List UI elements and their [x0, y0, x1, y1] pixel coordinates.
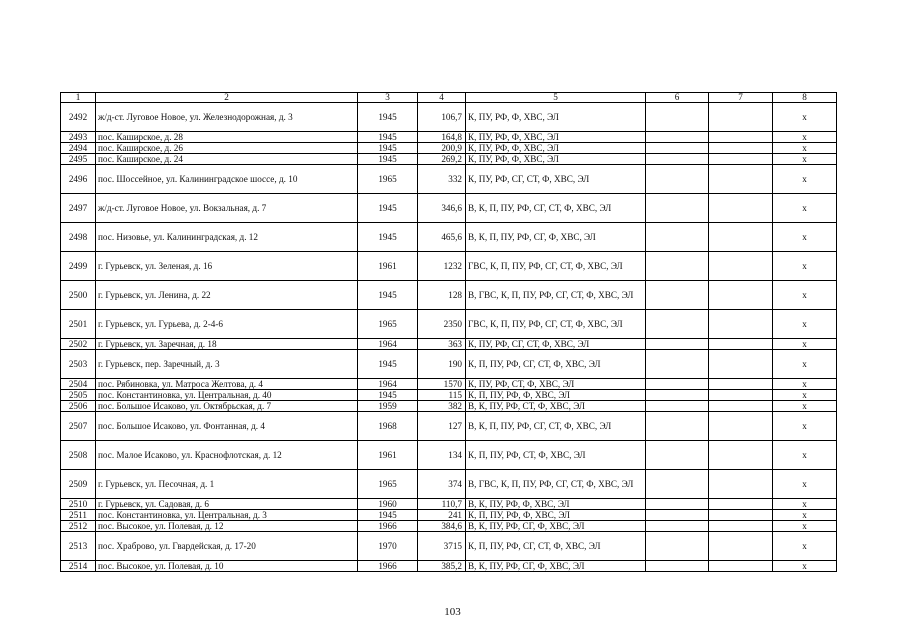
header-cell-4: 4 — [418, 93, 466, 103]
table-row — [61, 252, 837, 281]
area-cell: 2350 — [418, 310, 466, 339]
year-cell: 1945 — [358, 510, 418, 521]
column-7-cell — [709, 281, 773, 310]
year-cell: 1965 — [358, 470, 418, 499]
services-cell: К, П, ПУ, РФ, СТ, Ф, ХВС, ЭЛ — [466, 441, 646, 470]
table-row — [61, 499, 837, 510]
column-7-cell — [709, 350, 773, 379]
column-7-cell — [709, 103, 773, 132]
area-cell: 346,6 — [418, 194, 466, 223]
year-cell: 1945 — [358, 390, 418, 401]
year-cell: 1945 — [358, 194, 418, 223]
mark-cell: х — [773, 390, 837, 401]
column-6-cell — [646, 412, 709, 441]
header-row — [61, 93, 837, 103]
table-row — [61, 390, 837, 401]
address-cell: г. Гурьевск, пер. Заречный, д. 3 — [96, 350, 358, 379]
column-7-cell — [709, 412, 773, 441]
address-cell: пос. Константиновка, ул. Центральная, д. 40 — [96, 390, 358, 401]
address-cell: пос. Высокое, ул. Полевая, д. 10 — [96, 561, 358, 572]
column-7-cell — [709, 143, 773, 154]
column-7-cell — [709, 223, 773, 252]
row-number: 2512 — [61, 521, 96, 532]
row-number: 2498 — [61, 223, 96, 252]
year-cell: 1965 — [358, 310, 418, 339]
area-cell: 200,9 — [418, 143, 466, 154]
column-7-cell — [709, 339, 773, 350]
services-cell: ГВС, К, П, ПУ, РФ, СГ, СТ, Ф, ХВС, ЭЛ — [466, 310, 646, 339]
column-6-cell — [646, 390, 709, 401]
area-cell: 1232 — [418, 252, 466, 281]
services-cell: К, П, ПУ, РФ, Ф, ХВС, ЭЛ — [466, 510, 646, 521]
column-7-cell — [709, 521, 773, 532]
address-cell: г. Гурьевск, ул. Ленина, д. 22 — [96, 281, 358, 310]
year-cell: 1945 — [358, 281, 418, 310]
mark-cell: х — [773, 510, 837, 521]
address-cell: пос. Малое Исаково, ул. Краснофлотская, д. 12 — [96, 441, 358, 470]
table-row — [61, 281, 837, 310]
column-7-cell — [709, 154, 773, 165]
year-cell: 1964 — [358, 379, 418, 390]
address-cell: пос. Большое Исаково, ул. Фонтанная, д. 4 — [96, 412, 358, 441]
year-cell: 1970 — [358, 532, 418, 561]
mark-cell: х — [773, 223, 837, 252]
mark-cell: х — [773, 132, 837, 143]
services-cell: К, ПУ, РФ, Ф, ХВС, ЭЛ — [466, 154, 646, 165]
column-7-cell — [709, 390, 773, 401]
area-cell: 115 — [418, 390, 466, 401]
area-cell: 332 — [418, 165, 466, 194]
address-cell: ж/д-ст. Луговое Новое, ул. Железнодорожная, д. 3 — [96, 103, 358, 132]
column-6-cell — [646, 310, 709, 339]
column-7-cell — [709, 379, 773, 390]
year-cell: 1966 — [358, 561, 418, 572]
table-row — [61, 412, 837, 441]
column-6-cell — [646, 103, 709, 132]
address-cell: пос. Каширское, д. 24 — [96, 154, 358, 165]
year-cell: 1945 — [358, 154, 418, 165]
area-cell: 190 — [418, 350, 466, 379]
column-6-cell — [646, 521, 709, 532]
area-cell: 127 — [418, 412, 466, 441]
services-cell: В, ГВС, К, П, ПУ, РФ, СГ, СТ, Ф, ХВС, ЭЛ — [466, 281, 646, 310]
year-cell: 1945 — [358, 223, 418, 252]
column-7-cell — [709, 194, 773, 223]
services-cell: К, ПУ, РФ, Ф, ХВС, ЭЛ — [466, 143, 646, 154]
column-6-cell — [646, 339, 709, 350]
housing-table — [60, 92, 837, 572]
year-cell: 1968 — [358, 412, 418, 441]
table-row — [61, 532, 837, 561]
year-cell: 1960 — [358, 499, 418, 510]
row-number: 2513 — [61, 532, 96, 561]
address-cell: г. Гурьевск, ул. Гурьева, д. 2-4-6 — [96, 310, 358, 339]
area-cell: 110,7 — [418, 499, 466, 510]
column-7-cell — [709, 252, 773, 281]
area-cell: 241 — [418, 510, 466, 521]
services-cell: К, П, ПУ, РФ, СГ, СТ, Ф, ХВС, ЭЛ — [466, 532, 646, 561]
mark-cell: х — [773, 379, 837, 390]
area-cell: 465,6 — [418, 223, 466, 252]
mark-cell: х — [773, 521, 837, 532]
year-cell: 1965 — [358, 165, 418, 194]
column-7-cell — [709, 532, 773, 561]
table-row — [61, 132, 837, 143]
row-number: 2510 — [61, 499, 96, 510]
year-cell: 1945 — [358, 350, 418, 379]
mark-cell: х — [773, 143, 837, 154]
year-cell: 1945 — [358, 103, 418, 132]
year-cell: 1964 — [358, 339, 418, 350]
table-row — [61, 401, 837, 412]
mark-cell: х — [773, 194, 837, 223]
header-cell-6: 6 — [646, 93, 709, 103]
services-cell: В, К, П, ПУ, РФ, СГ, Ф, ХВС, ЭЛ — [466, 223, 646, 252]
area-cell: 385,2 — [418, 561, 466, 572]
mark-cell: х — [773, 441, 837, 470]
row-number: 2507 — [61, 412, 96, 441]
area-cell: 134 — [418, 441, 466, 470]
table-row — [61, 194, 837, 223]
services-cell: В, К, П, ПУ, РФ, СГ, СТ, Ф, ХВС, ЭЛ — [466, 194, 646, 223]
row-number: 2495 — [61, 154, 96, 165]
address-cell: пос. Большое Исаково, ул. Октябрьская, д. 7 — [96, 401, 358, 412]
area-cell: 384,6 — [418, 521, 466, 532]
mark-cell: х — [773, 532, 837, 561]
table-row — [61, 510, 837, 521]
column-6-cell — [646, 470, 709, 499]
column-7-cell — [709, 132, 773, 143]
column-6-cell — [646, 281, 709, 310]
table-row — [61, 223, 837, 252]
column-7-cell — [709, 165, 773, 194]
header-cell-5: 5 — [466, 93, 646, 103]
column-7-cell — [709, 401, 773, 412]
mark-cell: х — [773, 310, 837, 339]
services-cell: К, ПУ, РФ, Ф, ХВС, ЭЛ — [466, 103, 646, 132]
table-row — [61, 339, 837, 350]
header-cell-3: 3 — [358, 93, 418, 103]
year-cell: 1961 — [358, 252, 418, 281]
table-row — [61, 310, 837, 339]
mark-cell: х — [773, 165, 837, 194]
row-number: 2505 — [61, 390, 96, 401]
address-cell: г. Гурьевск, ул. Песочная, д. 1 — [96, 470, 358, 499]
mark-cell: х — [773, 339, 837, 350]
area-cell: 128 — [418, 281, 466, 310]
column-6-cell — [646, 350, 709, 379]
row-number: 2497 — [61, 194, 96, 223]
area-cell: 269,2 — [418, 154, 466, 165]
area-cell: 374 — [418, 470, 466, 499]
page-number: 103 — [444, 606, 461, 618]
year-cell: 1945 — [358, 132, 418, 143]
area-cell: 382 — [418, 401, 466, 412]
row-number: 2503 — [61, 350, 96, 379]
row-number: 2501 — [61, 310, 96, 339]
column-6-cell — [646, 165, 709, 194]
address-cell: пос. Каширское, д. 28 — [96, 132, 358, 143]
column-7-cell — [709, 561, 773, 572]
mark-cell: х — [773, 401, 837, 412]
table-row — [61, 154, 837, 165]
year-cell: 1961 — [358, 441, 418, 470]
address-cell: пос. Низовье, ул. Калининградская, д. 12 — [96, 223, 358, 252]
services-cell: В, К, ПУ, РФ, СГ, Ф, ХВС, ЭЛ — [466, 521, 646, 532]
services-cell: К, ПУ, РФ, СТ, Ф, ХВС, ЭЛ — [466, 379, 646, 390]
services-cell: К, П, ПУ, РФ, СГ, СТ, Ф, ХВС, ЭЛ — [466, 350, 646, 379]
services-cell: ГВС, К, П, ПУ, РФ, СГ, СТ, Ф, ХВС, ЭЛ — [466, 252, 646, 281]
row-number: 2500 — [61, 281, 96, 310]
header-cell-7: 7 — [709, 93, 773, 103]
year-cell: 1959 — [358, 401, 418, 412]
address-cell: г. Гурьевск, ул. Садовая, д. 6 — [96, 499, 358, 510]
column-7-cell — [709, 499, 773, 510]
row-number: 2506 — [61, 401, 96, 412]
column-6-cell — [646, 561, 709, 572]
mark-cell: х — [773, 499, 837, 510]
column-6-cell — [646, 379, 709, 390]
row-number: 2493 — [61, 132, 96, 143]
table-row — [61, 143, 837, 154]
table-row — [61, 441, 837, 470]
mark-cell: х — [773, 350, 837, 379]
year-cell: 1945 — [358, 143, 418, 154]
mark-cell: х — [773, 103, 837, 132]
year-cell: 1966 — [358, 521, 418, 532]
area-cell: 164,8 — [418, 132, 466, 143]
address-cell: пос. Каширское, д. 26 — [96, 143, 358, 154]
services-cell: К, ПУ, РФ, СГ, СТ, Ф, ХВС, ЭЛ — [466, 165, 646, 194]
address-cell: пос. Храброво, ул. Гвардейская, д. 17-20 — [96, 532, 358, 561]
services-cell: К, ПУ, РФ, СГ, СТ, Ф, ХВС, ЭЛ — [466, 339, 646, 350]
row-number: 2511 — [61, 510, 96, 521]
row-number: 2504 — [61, 379, 96, 390]
address-cell: пос. Высокое, ул. Полевая, д. 12 — [96, 521, 358, 532]
services-cell: В, К, П, ПУ, РФ, СГ, СТ, Ф, ХВС, ЭЛ — [466, 412, 646, 441]
column-6-cell — [646, 532, 709, 561]
table-row — [61, 470, 837, 499]
services-cell: В, К, ПУ, РФ, Ф, ХВС, ЭЛ — [466, 499, 646, 510]
header-cell-8: 8 — [773, 93, 837, 103]
table-row — [61, 561, 837, 572]
mark-cell: х — [773, 561, 837, 572]
address-cell: г. Гурьевск, ул. Заречная, д. 18 — [96, 339, 358, 350]
table-row — [61, 103, 837, 132]
row-number: 2502 — [61, 339, 96, 350]
table-row — [61, 379, 837, 390]
column-6-cell — [646, 252, 709, 281]
mark-cell: х — [773, 470, 837, 499]
column-6-cell — [646, 143, 709, 154]
mark-cell: х — [773, 412, 837, 441]
table-row — [61, 350, 837, 379]
address-cell: пос. Константиновка, ул. Центральная, д. 3 — [96, 510, 358, 521]
services-cell: К, П, ПУ, РФ, Ф, ХВС, ЭЛ — [466, 390, 646, 401]
row-number: 2494 — [61, 143, 96, 154]
table-row — [61, 521, 837, 532]
table-row — [61, 165, 837, 194]
row-number: 2509 — [61, 470, 96, 499]
table-body — [61, 93, 837, 572]
column-6-cell — [646, 499, 709, 510]
services-cell: К, ПУ, РФ, Ф, ХВС, ЭЛ — [466, 132, 646, 143]
column-7-cell — [709, 510, 773, 521]
address-cell: пос. Рябиновка, ул. Матроса Желтова, д. 4 — [96, 379, 358, 390]
mark-cell: х — [773, 154, 837, 165]
header-cell-1: 1 — [61, 93, 96, 103]
column-6-cell — [646, 194, 709, 223]
row-number: 2499 — [61, 252, 96, 281]
column-7-cell — [709, 470, 773, 499]
row-number: 2492 — [61, 103, 96, 132]
address-cell: пос. Шоссейное, ул. Калининградское шоссе, д. 10 — [96, 165, 358, 194]
mark-cell: х — [773, 252, 837, 281]
row-number: 2496 — [61, 165, 96, 194]
column-7-cell — [709, 441, 773, 470]
mark-cell: х — [773, 281, 837, 310]
address-cell: ж/д-ст. Луговое Новое, ул. Вокзальная, д. 7 — [96, 194, 358, 223]
column-6-cell — [646, 441, 709, 470]
header-cell-2: 2 — [96, 93, 358, 103]
column-6-cell — [646, 154, 709, 165]
column-6-cell — [646, 132, 709, 143]
column-6-cell — [646, 223, 709, 252]
column-6-cell — [646, 510, 709, 521]
row-number: 2514 — [61, 561, 96, 572]
services-cell: В, К, ПУ, РФ, СГ, Ф, ХВС, ЭЛ — [466, 561, 646, 572]
area-cell: 363 — [418, 339, 466, 350]
area-cell: 106,7 — [418, 103, 466, 132]
services-cell: В, ГВС, К, П, ПУ, РФ, СГ, СТ, Ф, ХВС, ЭЛ — [466, 470, 646, 499]
area-cell: 1570 — [418, 379, 466, 390]
column-6-cell — [646, 401, 709, 412]
area-cell: 3715 — [418, 532, 466, 561]
column-7-cell — [709, 310, 773, 339]
address-cell: г. Гурьевск, ул. Зеленая, д. 16 — [96, 252, 358, 281]
row-number: 2508 — [61, 441, 96, 470]
services-cell: В, К, ПУ, РФ, СТ, Ф, ХВС, ЭЛ — [466, 401, 646, 412]
